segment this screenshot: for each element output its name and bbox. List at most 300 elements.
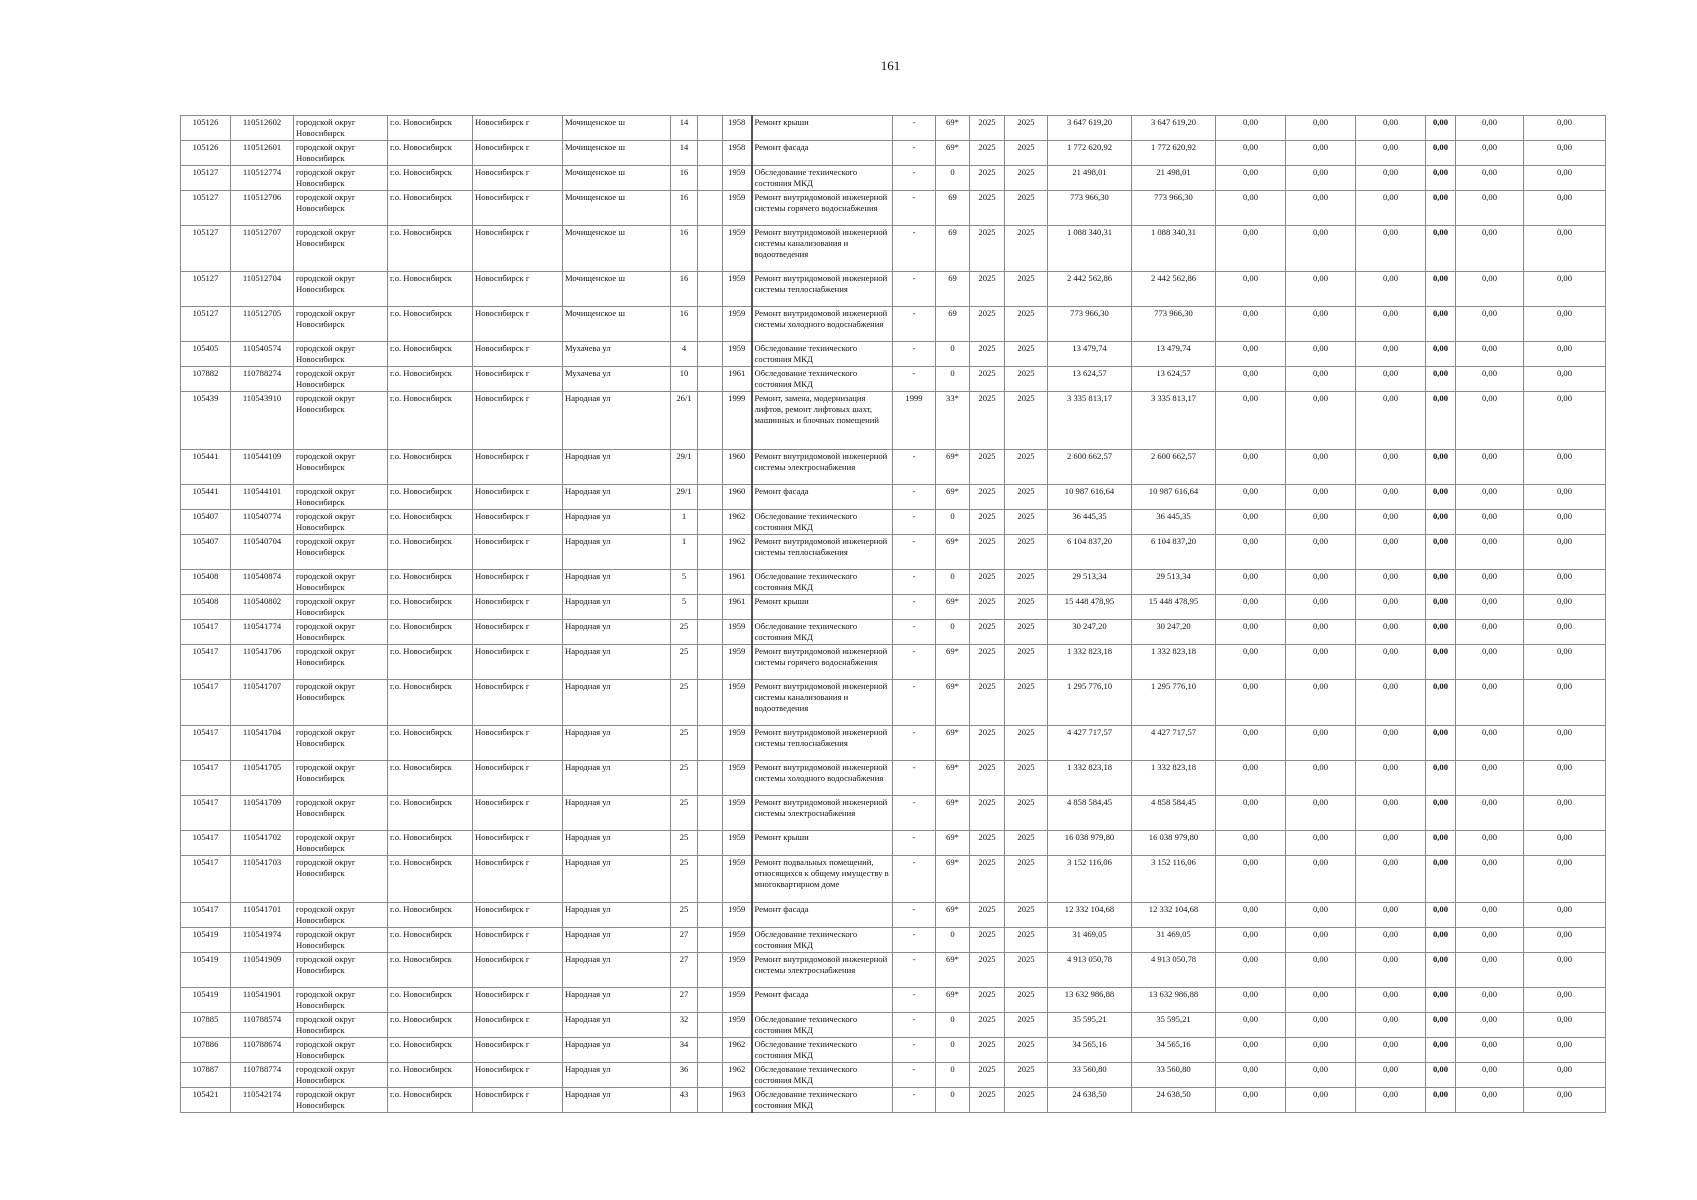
row-wear: 69	[936, 307, 970, 342]
row-work: Ремонт, замена, модернизация лифтов, ремонт лифтовых шахт, машинных и блочных помещений	[752, 392, 893, 450]
row-total-cost: 33 560,80	[1048, 1063, 1132, 1088]
row-city: Новосибирск г	[473, 680, 563, 726]
row-end-year: 2025	[1005, 856, 1048, 903]
row-house: 36	[671, 1063, 698, 1088]
page-number: 161	[880, 58, 901, 73]
row-lift-year: -	[893, 953, 936, 988]
row-id: 105417	[181, 903, 231, 928]
row-fund-5: 0,00	[1456, 680, 1524, 726]
row-fund-2: 0,00	[1286, 928, 1356, 953]
row-street: Народная ул	[563, 1038, 671, 1063]
row-wear: 69*	[936, 535, 970, 570]
row-fund-2: 0,00	[1286, 1088, 1356, 1113]
row-city: Новосибирск г	[473, 141, 563, 166]
row-end-year: 2025	[1005, 342, 1048, 367]
row-fund-2: 0,00	[1286, 1038, 1356, 1063]
row-fund-2: 0,00	[1286, 903, 1356, 928]
row-go: г.о. Новосибирск	[388, 141, 473, 166]
row-wear: 69*	[936, 988, 970, 1013]
row-total-cost: 16 038 979,80	[1048, 831, 1132, 856]
row-fund-3: 0,00	[1356, 450, 1426, 485]
row-wear: 0	[936, 1088, 970, 1113]
row-fund-2: 0,00	[1286, 831, 1356, 856]
row-okrug: городской округ Новосибирск	[294, 307, 388, 342]
row-wear: 69*	[936, 761, 970, 796]
row-city: Новосибирск г	[473, 988, 563, 1013]
row-start-year: 2025	[970, 1063, 1005, 1088]
row-fund-6: 0,00	[1524, 307, 1606, 342]
row-id: 105441	[181, 450, 231, 485]
row-house: 26/1	[671, 392, 698, 450]
row-fund-1: 0,00	[1216, 1013, 1286, 1038]
row-id: 105417	[181, 831, 231, 856]
row-id: 105407	[181, 535, 231, 570]
row-fund-4: 0,00	[1426, 1063, 1456, 1088]
row-okrug: городской округ Новосибирск	[294, 570, 388, 595]
row-fund-1: 0,00	[1216, 485, 1286, 510]
row-year: 1959	[723, 831, 752, 856]
row-fund-cost: 1 332 823,18	[1132, 645, 1216, 680]
table-row	[181, 1038, 1606, 1063]
row-fund-3: 0,00	[1356, 761, 1426, 796]
table-row	[181, 342, 1606, 367]
row-house: 25	[671, 831, 698, 856]
row-fund-4: 0,00	[1426, 1013, 1456, 1038]
row-total-cost: 15 448 478,95	[1048, 595, 1132, 620]
row-blank	[698, 485, 723, 510]
row-city: Новосибирск г	[473, 450, 563, 485]
row-fund-6: 0,00	[1524, 272, 1606, 307]
row-go: г.о. Новосибирск	[388, 116, 473, 141]
row-fund-cost: 30 247,20	[1132, 620, 1216, 645]
row-id: 105439	[181, 392, 231, 450]
row-house: 25	[671, 620, 698, 645]
row-fund-4: 0,00	[1426, 761, 1456, 796]
table-row	[181, 796, 1606, 831]
row-fund-6: 0,00	[1524, 903, 1606, 928]
row-fund-cost: 2 442 562,86	[1132, 272, 1216, 307]
row-fund-6: 0,00	[1524, 342, 1606, 367]
row-lift-year: -	[893, 166, 936, 191]
row-total-cost: 3 647 619,20	[1048, 116, 1132, 141]
row-okrug: городской округ Новосибирск	[294, 903, 388, 928]
row-go: г.о. Новосибирск	[388, 367, 473, 392]
row-start-year: 2025	[970, 141, 1005, 166]
row-id: 105127	[181, 272, 231, 307]
row-street: Народная ул	[563, 510, 671, 535]
row-go: г.о. Новосибирск	[388, 166, 473, 191]
row-fund-3: 0,00	[1356, 1013, 1426, 1038]
row-fund-3: 0,00	[1356, 191, 1426, 226]
row-year: 1959	[723, 342, 752, 367]
row-fund-4: 0,00	[1426, 928, 1456, 953]
row-fund-2: 0,00	[1286, 191, 1356, 226]
row-wear: 0	[936, 620, 970, 645]
row-city: Новосибирск г	[473, 645, 563, 680]
row-fund-3: 0,00	[1356, 856, 1426, 903]
row-code: 110512774	[231, 166, 294, 191]
row-go: г.о. Новосибирск	[388, 1088, 473, 1113]
row-start-year: 2025	[970, 903, 1005, 928]
row-street: Мочищенское ш	[563, 191, 671, 226]
row-fund-6: 0,00	[1524, 645, 1606, 680]
row-code: 110788674	[231, 1038, 294, 1063]
row-total-cost: 21 498,01	[1048, 166, 1132, 191]
row-fund-5: 0,00	[1456, 116, 1524, 141]
row-fund-4: 0,00	[1426, 367, 1456, 392]
row-fund-4: 0,00	[1426, 272, 1456, 307]
row-work: Ремонт фасада	[752, 988, 893, 1013]
row-fund-1: 0,00	[1216, 726, 1286, 761]
row-start-year: 2025	[970, 392, 1005, 450]
table-row	[181, 1088, 1606, 1113]
row-go: г.о. Новосибирск	[388, 928, 473, 953]
row-street: Народная ул	[563, 988, 671, 1013]
row-go: г.о. Новосибирск	[388, 1013, 473, 1038]
row-fund-5: 0,00	[1456, 1088, 1524, 1113]
row-city: Новосибирск г	[473, 307, 563, 342]
row-street: Народная ул	[563, 928, 671, 953]
row-lift-year: -	[893, 191, 936, 226]
row-fund-1: 0,00	[1216, 903, 1286, 928]
row-street: Народная ул	[563, 595, 671, 620]
row-id: 105441	[181, 485, 231, 510]
row-city: Новосибирск г	[473, 856, 563, 903]
row-city: Новосибирск г	[473, 166, 563, 191]
row-house: 14	[671, 141, 698, 166]
row-fund-2: 0,00	[1286, 367, 1356, 392]
row-total-cost: 6 104 837,20	[1048, 535, 1132, 570]
row-fund-1: 0,00	[1216, 831, 1286, 856]
row-end-year: 2025	[1005, 903, 1048, 928]
row-blank	[698, 1088, 723, 1113]
row-wear: 69*	[936, 796, 970, 831]
row-total-cost: 2 600 662,57	[1048, 450, 1132, 485]
row-fund-cost: 15 448 478,95	[1132, 595, 1216, 620]
row-fund-cost: 16 038 979,80	[1132, 831, 1216, 856]
row-start-year: 2025	[970, 570, 1005, 595]
row-okrug: городской округ Новосибирск	[294, 988, 388, 1013]
row-fund-6: 0,00	[1524, 928, 1606, 953]
row-work: Ремонт крыши	[752, 595, 893, 620]
row-fund-1: 0,00	[1216, 166, 1286, 191]
row-blank	[698, 595, 723, 620]
row-go: г.о. Новосибирск	[388, 1038, 473, 1063]
row-fund-2: 0,00	[1286, 141, 1356, 166]
row-fund-3: 0,00	[1356, 485, 1426, 510]
row-total-cost: 1 295 776,10	[1048, 680, 1132, 726]
row-blank	[698, 141, 723, 166]
row-work: Обследование технического состояния МКД	[752, 928, 893, 953]
row-id: 105405	[181, 342, 231, 367]
row-work: Ремонт внутридомовой инженерной системы канализования и водоотведения	[752, 680, 893, 726]
row-fund-6: 0,00	[1524, 141, 1606, 166]
row-go: г.о. Новосибирск	[388, 570, 473, 595]
row-blank	[698, 953, 723, 988]
row-okrug: городской округ Новосибирск	[294, 726, 388, 761]
row-fund-4: 0,00	[1426, 796, 1456, 831]
row-code: 110541974	[231, 928, 294, 953]
row-end-year: 2025	[1005, 1013, 1048, 1038]
row-year: 1961	[723, 595, 752, 620]
row-start-year: 2025	[970, 166, 1005, 191]
row-fund-6: 0,00	[1524, 1038, 1606, 1063]
row-go: г.о. Новосибирск	[388, 595, 473, 620]
row-city: Новосибирск г	[473, 570, 563, 595]
table-row	[181, 903, 1606, 928]
row-work: Обследование технического состояния МКД	[752, 620, 893, 645]
row-fund-cost: 21 498,01	[1132, 166, 1216, 191]
row-end-year: 2025	[1005, 141, 1048, 166]
row-total-cost: 29 513,34	[1048, 570, 1132, 595]
row-end-year: 2025	[1005, 485, 1048, 510]
row-id: 105417	[181, 761, 231, 796]
row-fund-4: 0,00	[1426, 392, 1456, 450]
row-work: Обследование технического состояния МКД	[752, 1038, 893, 1063]
row-end-year: 2025	[1005, 535, 1048, 570]
row-street: Народная ул	[563, 903, 671, 928]
row-id: 105408	[181, 595, 231, 620]
row-total-cost: 34 565,16	[1048, 1038, 1132, 1063]
row-fund-1: 0,00	[1216, 116, 1286, 141]
row-year: 1999	[723, 392, 752, 450]
row-code: 110541703	[231, 856, 294, 903]
row-fund-6: 0,00	[1524, 392, 1606, 450]
row-fund-5: 0,00	[1456, 392, 1524, 450]
row-go: г.о. Новосибирск	[388, 831, 473, 856]
row-work: Ремонт внутридомовой инженерной системы канализования и водоотведения	[752, 226, 893, 272]
row-fund-4: 0,00	[1426, 535, 1456, 570]
row-city: Новосибирск г	[473, 116, 563, 141]
table-row	[181, 620, 1606, 645]
row-fund-5: 0,00	[1456, 1038, 1524, 1063]
row-fund-cost: 24 638,50	[1132, 1088, 1216, 1113]
row-street: Народная ул	[563, 1088, 671, 1113]
row-fund-1: 0,00	[1216, 761, 1286, 796]
row-fund-cost: 34 565,16	[1132, 1038, 1216, 1063]
row-end-year: 2025	[1005, 726, 1048, 761]
row-fund-1: 0,00	[1216, 1088, 1286, 1113]
table-row	[181, 928, 1606, 953]
table-row	[181, 761, 1606, 796]
row-fund-1: 0,00	[1216, 1038, 1286, 1063]
row-fund-4: 0,00	[1426, 485, 1456, 510]
table-row	[181, 988, 1606, 1013]
row-wear: 69*	[936, 116, 970, 141]
row-fund-5: 0,00	[1456, 272, 1524, 307]
row-code: 110512705	[231, 307, 294, 342]
row-fund-1: 0,00	[1216, 645, 1286, 680]
row-code: 110544109	[231, 450, 294, 485]
row-year: 1959	[723, 226, 752, 272]
row-go: г.о. Новосибирск	[388, 510, 473, 535]
row-okrug: городской округ Новосибирск	[294, 141, 388, 166]
row-lift-year: -	[893, 1038, 936, 1063]
row-blank	[698, 191, 723, 226]
row-code: 110540802	[231, 595, 294, 620]
row-work: Обследование технического состояния МКД	[752, 510, 893, 535]
row-fund-3: 0,00	[1356, 903, 1426, 928]
row-street: Народная ул	[563, 761, 671, 796]
row-code: 110541909	[231, 953, 294, 988]
row-wear: 69	[936, 191, 970, 226]
row-total-cost: 12 332 104,68	[1048, 903, 1132, 928]
row-end-year: 2025	[1005, 1088, 1048, 1113]
row-id: 105417	[181, 856, 231, 903]
row-go: г.о. Новосибирск	[388, 620, 473, 645]
table-row	[181, 166, 1606, 191]
row-street: Мочищенское ш	[563, 141, 671, 166]
table-row	[181, 856, 1606, 903]
row-fund-2: 0,00	[1286, 988, 1356, 1013]
row-house: 27	[671, 953, 698, 988]
row-fund-3: 0,00	[1356, 988, 1426, 1013]
row-fund-cost: 3 335 813,17	[1132, 392, 1216, 450]
row-street: Мочищенское ш	[563, 116, 671, 141]
row-year: 1959	[723, 1013, 752, 1038]
row-id: 105419	[181, 953, 231, 988]
row-code: 110542174	[231, 1088, 294, 1113]
row-okrug: городской округ Новосибирск	[294, 595, 388, 620]
row-year: 1959	[723, 272, 752, 307]
row-end-year: 2025	[1005, 392, 1048, 450]
row-code: 110512706	[231, 191, 294, 226]
row-house: 16	[671, 307, 698, 342]
row-lift-year: -	[893, 1013, 936, 1038]
row-okrug: городской округ Новосибирск	[294, 191, 388, 226]
row-fund-2: 0,00	[1286, 226, 1356, 272]
row-end-year: 2025	[1005, 988, 1048, 1013]
row-house: 29/1	[671, 485, 698, 510]
row-street: Народная ул	[563, 392, 671, 450]
row-fund-1: 0,00	[1216, 141, 1286, 166]
row-total-cost: 1 332 823,18	[1048, 645, 1132, 680]
row-year: 1959	[723, 856, 752, 903]
row-fund-4: 0,00	[1426, 226, 1456, 272]
row-year: 1959	[723, 988, 752, 1013]
row-go: г.о. Новосибирск	[388, 191, 473, 226]
capital-repair-table	[180, 115, 1606, 1113]
row-house: 25	[671, 903, 698, 928]
row-fund-4: 0,00	[1426, 191, 1456, 226]
row-code: 110788574	[231, 1013, 294, 1038]
row-house: 29/1	[671, 450, 698, 485]
row-city: Новосибирск г	[473, 342, 563, 367]
row-id: 105408	[181, 570, 231, 595]
row-year: 1961	[723, 570, 752, 595]
row-go: г.о. Новосибирск	[388, 485, 473, 510]
row-fund-2: 0,00	[1286, 595, 1356, 620]
row-work: Ремонт внутридомовой инженерной системы холодного водоснабжения	[752, 307, 893, 342]
table-row	[181, 535, 1606, 570]
row-lift-year: -	[893, 367, 936, 392]
row-fund-1: 0,00	[1216, 392, 1286, 450]
row-end-year: 2025	[1005, 796, 1048, 831]
row-start-year: 2025	[970, 1088, 1005, 1113]
row-end-year: 2025	[1005, 570, 1048, 595]
row-fund-2: 0,00	[1286, 570, 1356, 595]
row-fund-cost: 13 624,57	[1132, 367, 1216, 392]
row-year: 1962	[723, 510, 752, 535]
row-end-year: 2025	[1005, 953, 1048, 988]
row-street: Мочищенское ш	[563, 272, 671, 307]
row-fund-2: 0,00	[1286, 116, 1356, 141]
row-wear: 69*	[936, 485, 970, 510]
table-row	[181, 307, 1606, 342]
row-end-year: 2025	[1005, 450, 1048, 485]
row-house: 25	[671, 645, 698, 680]
row-fund-4: 0,00	[1426, 1088, 1456, 1113]
row-okrug: городской округ Новосибирск	[294, 831, 388, 856]
row-lift-year: -	[893, 761, 936, 796]
row-wear: 69*	[936, 595, 970, 620]
row-fund-1: 0,00	[1216, 595, 1286, 620]
row-city: Новосибирск г	[473, 928, 563, 953]
row-work: Ремонт внутридомовой инженерной системы теплоснабжения	[752, 272, 893, 307]
row-street: Народная ул	[563, 1063, 671, 1088]
row-blank	[698, 761, 723, 796]
row-start-year: 2025	[970, 856, 1005, 903]
row-fund-2: 0,00	[1286, 450, 1356, 485]
row-blank	[698, 570, 723, 595]
row-work: Обследование технического состояния МКД	[752, 166, 893, 191]
row-blank	[698, 307, 723, 342]
row-street: Народная ул	[563, 570, 671, 595]
row-total-cost: 2 442 562,86	[1048, 272, 1132, 307]
row-id: 107885	[181, 1013, 231, 1038]
row-fund-1: 0,00	[1216, 953, 1286, 988]
row-total-cost: 4 427 717,57	[1048, 726, 1132, 761]
row-start-year: 2025	[970, 226, 1005, 272]
row-id: 105126	[181, 141, 231, 166]
row-fund-3: 0,00	[1356, 367, 1426, 392]
row-lift-year: -	[893, 141, 936, 166]
row-wear: 69*	[936, 726, 970, 761]
row-fund-4: 0,00	[1426, 620, 1456, 645]
row-fund-5: 0,00	[1456, 620, 1524, 645]
row-fund-1: 0,00	[1216, 680, 1286, 726]
row-fund-2: 0,00	[1286, 1063, 1356, 1088]
row-work: Ремонт крыши	[752, 116, 893, 141]
row-city: Новосибирск г	[473, 831, 563, 856]
row-fund-6: 0,00	[1524, 988, 1606, 1013]
row-year: 1959	[723, 191, 752, 226]
row-end-year: 2025	[1005, 831, 1048, 856]
row-okrug: городской округ Новосибирск	[294, 928, 388, 953]
table-row	[181, 645, 1606, 680]
row-fund-2: 0,00	[1286, 645, 1356, 680]
row-lift-year: -	[893, 595, 936, 620]
row-id: 107887	[181, 1063, 231, 1088]
row-okrug: городской округ Новосибирск	[294, 367, 388, 392]
row-code: 110541704	[231, 726, 294, 761]
row-go: г.о. Новосибирск	[388, 761, 473, 796]
row-start-year: 2025	[970, 535, 1005, 570]
row-go: г.о. Новосибирск	[388, 953, 473, 988]
row-fund-cost: 773 966,30	[1132, 191, 1216, 226]
row-fund-1: 0,00	[1216, 620, 1286, 645]
row-lift-year: -	[893, 1088, 936, 1113]
row-end-year: 2025	[1005, 367, 1048, 392]
table-row	[181, 450, 1606, 485]
row-house: 25	[671, 726, 698, 761]
row-fund-cost: 3 152 116,06	[1132, 856, 1216, 903]
row-fund-cost: 31 469,05	[1132, 928, 1216, 953]
row-fund-4: 0,00	[1426, 1038, 1456, 1063]
row-fund-5: 0,00	[1456, 510, 1524, 535]
row-wear: 0	[936, 166, 970, 191]
row-street: Народная ул	[563, 1013, 671, 1038]
